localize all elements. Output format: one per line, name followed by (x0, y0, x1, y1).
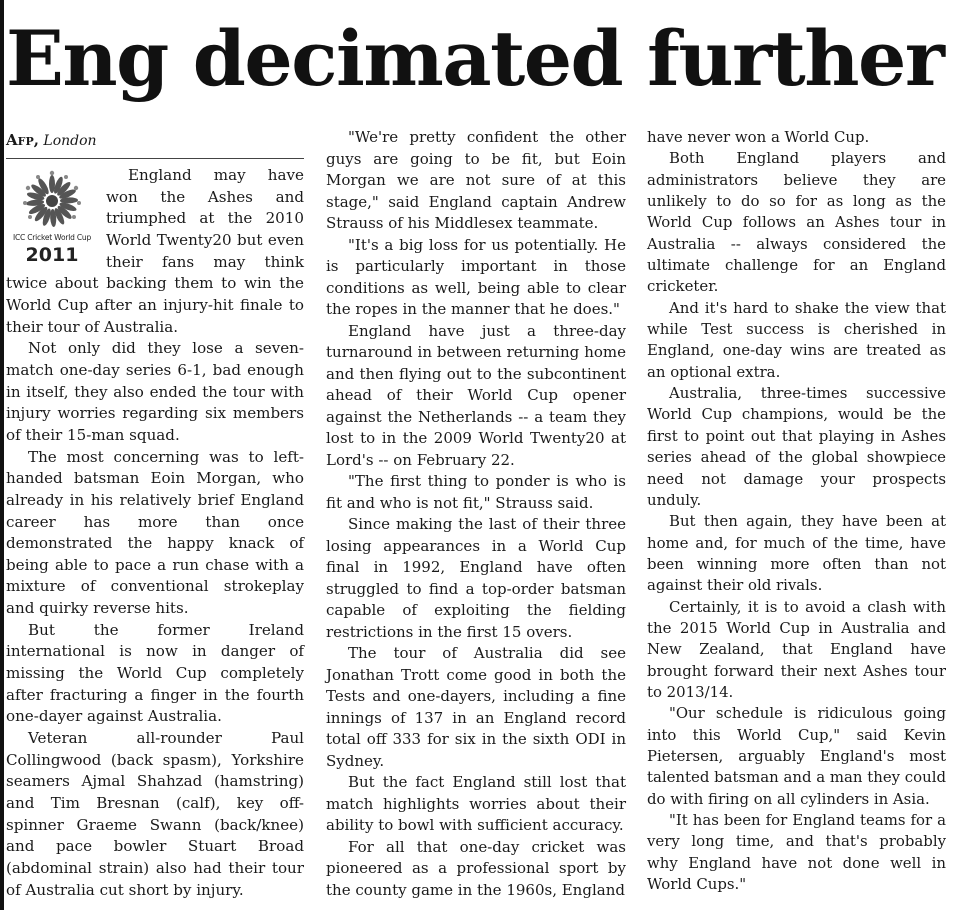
headline: Eng decimated further (6, 14, 944, 103)
paragraph: have never won a World Cup. (647, 128, 870, 146)
paragraph: For all that one-day cricket was pioneered as a professional sport by the county game in the 1960s, England (326, 837, 626, 899)
paragraph: And it's hard to shake the view that while Test success is cherished in England, one-day wins are treated as an optional extra. (647, 298, 946, 381)
paragraph: Certainly, it is to avoid a clash with the 2015 World Cup in Australia and New Zealand, that England have brought forward their next Ashes tour to 2013/14. (647, 597, 946, 701)
paragraph: The tour of Australia did see Jonathan Trott come good in both the Tests and one-dayers, including a fine innings of 137 in an England record total off 333 for six in the sixth ODI in Sydney. (326, 644, 626, 770)
paragraph: Both England players and administrators believe they are unlikely to do so for as long as the World Cup follows an Ashes tour in Australia -- always considered the ultimate challenge for an England cricketer. (647, 149, 946, 296)
byline (6, 127, 304, 159)
paragraph: England may have won the Ashes and triumphed at the 2010 World Twenty20 but even their fans may think twice about backing them to win the World Cup after an injury-hit finale to their tour of Australia. (6, 166, 304, 336)
paragraph: England have just a three-day turnaround in between returning home and then flying out to the subcontinent ahead of their World Cup opener against the Netherlands -- a team they lost to in the 2009 World Twenty20 at Lord's -- on February 22. (326, 321, 626, 469)
paragraph: Not only did they lose a seven-match one-day series 6-1, bad enough in itself, they also ended the tour with injury worries regarding six members of their 15-man squad. (6, 339, 304, 444)
paragraph: But then again, they have been at home and, for much of the time, have been winning more often than not against their old rivals. (647, 512, 946, 595)
paragraph: "The first thing to ponder is who is fit and who is not fit," Strauss said. (326, 472, 626, 512)
paragraph: Australia, three-times successive World Cup champions, would be the first to point out that playing in Ashes series ahead of the global showpiece need not damage your prospects unduly. (647, 384, 946, 509)
paragraph: Veteran all-rounder Paul Collingwood (back spasm), Yorkshire seamers Ajmal Shahzad (hamstring) and Tim Bresnan (calf), key off-spinner Graeme Swann (back/knee) and pace bowler Stuart Broad (abdominal strain) also had their tour of Australia cut short by injury. (6, 729, 304, 899)
paragraph: The most concerning was to left-handed batsman Eoin Morgan, who already in his relatively brief England career has more than once demonstrated the happy knack of being able to pace a run chase with a mixture of conventional strokeplay and quirky reverse hits. (6, 447, 304, 618)
cricket-ball-burst-icon (6, 167, 98, 237)
paragraph: But the fact England still lost that match highlights worries about their ability to bowl with sufficient accuracy. (326, 773, 626, 834)
paragraph: "It has been for England teams for a very long time, and that's probably why England have not done well in World Cups." (647, 811, 946, 894)
left-border-rule (0, 0, 4, 910)
paragraph: Since making the last of their three losing appearances in a World Cup final in 1992, England have often struggled to find a top-order batsman capable of exploiting the fielding restrictions in the first 15 overs. (326, 515, 626, 641)
world-cup-logo (6, 167, 98, 271)
article-column-2 (326, 127, 626, 901)
byline-location: London (43, 133, 97, 149)
logo-text: ICC Cricket World Cup (12, 233, 92, 242)
paragraph: "It's a big loss for us potentially. He is particularly important in those conditions as well, being able to clear the ropes in the manner that he does." (326, 235, 626, 318)
paragraph: But the former Ireland international is now in danger of missing the World Cup completely after fracturing a finger in the fourth one-dayer against Australia. (6, 620, 304, 726)
paragraph: "Our schedule is ridiculous going into this World Cup," said Kevin Pietersen, arguably England's most talented batsman and a man they could do with firing on all cylinders in Asia. (647, 704, 946, 808)
logo-year: 2011 (25, 244, 79, 266)
paragraph: "We're pretty confident the other guys are going to be fit, but Eoin Morgan we are not sure of at this stage," said England captain Andrew Strauss of his Middlesex teammate. (326, 128, 626, 232)
article-column-3 (647, 127, 946, 895)
article-column-1 (6, 127, 304, 901)
byline-agency: Afp, (6, 131, 39, 149)
